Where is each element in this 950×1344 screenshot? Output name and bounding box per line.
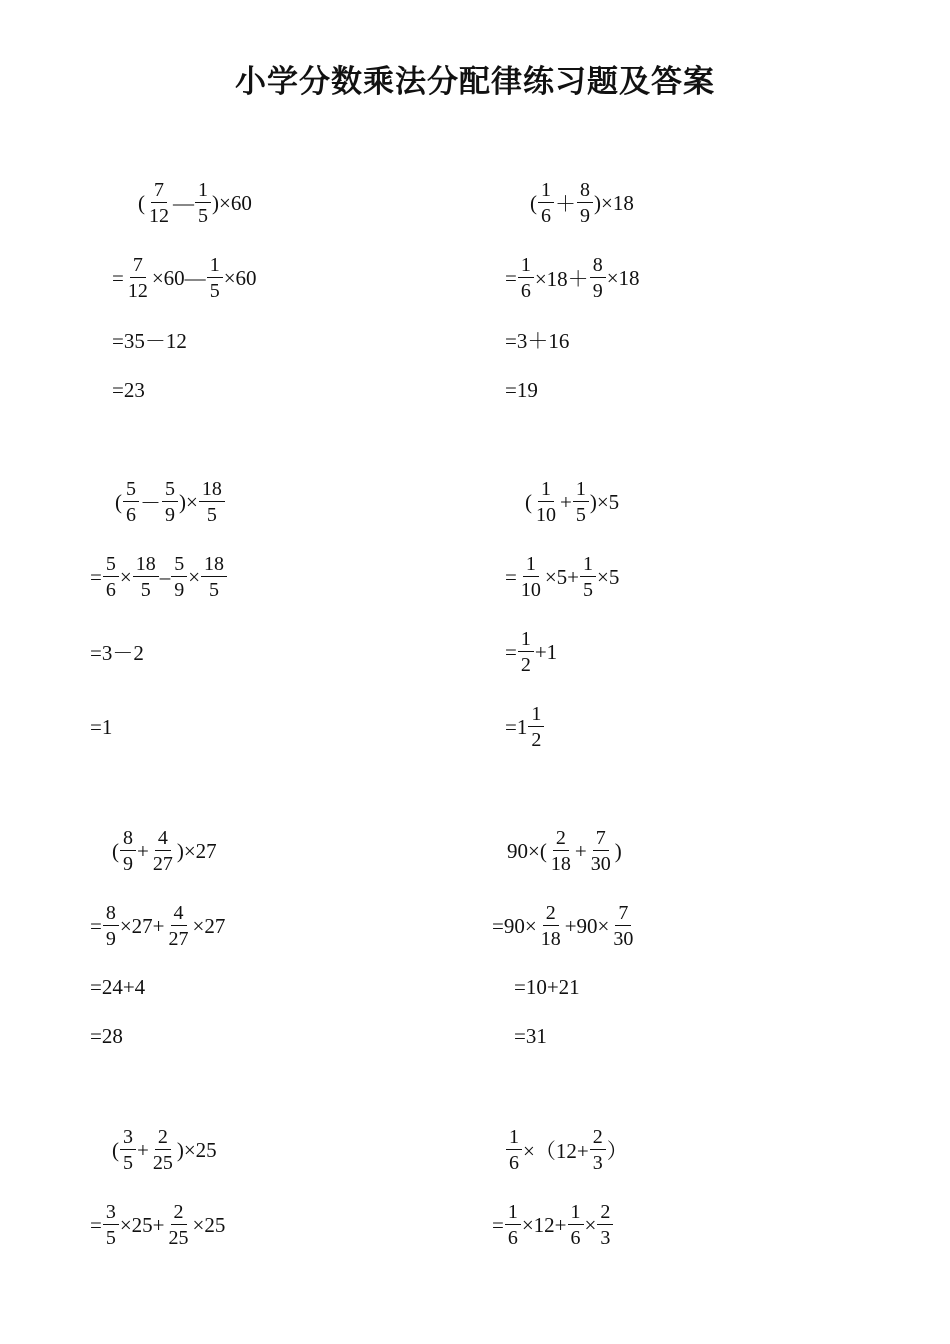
expression-text: ×: [188, 564, 201, 589]
problem-6-step-1: [507, 821, 622, 881]
fraction-denominator: 6: [507, 1227, 518, 1249]
fraction: [580, 554, 596, 600]
expression-text: ×12+: [521, 1212, 567, 1237]
expression-text: (: [112, 838, 119, 863]
problem-1-step-1: [138, 173, 252, 233]
expression-text: )×18: [594, 190, 634, 215]
expression-text: 90×(: [507, 838, 547, 863]
fraction-numerator: 8: [103, 903, 119, 926]
fraction-denominator: 9: [105, 928, 116, 950]
expression-text: ＋: [555, 192, 576, 216]
fraction-denominator: 10: [520, 579, 541, 601]
fraction: [538, 180, 554, 226]
fraction: [166, 903, 192, 949]
fraction: [201, 554, 227, 600]
fraction-numerator: 7: [593, 828, 609, 851]
fraction-numerator: 18: [199, 479, 225, 502]
expression-text: ×60: [223, 265, 257, 290]
expression-text: =31: [514, 1023, 547, 1048]
fraction: [195, 180, 211, 226]
expression-text: =28: [90, 1023, 123, 1048]
fraction-numerator: 1: [538, 180, 554, 203]
problem-7-step-1: [112, 1120, 217, 1180]
expression-text: ×: [584, 1212, 597, 1237]
fraction-numerator: 2: [171, 1202, 187, 1225]
problem-2-step-4: [505, 360, 538, 420]
expression-text: (: [112, 1137, 119, 1162]
fraction: [518, 629, 534, 675]
fraction-numerator: 1: [538, 479, 554, 502]
fraction-denominator: 9: [123, 853, 133, 875]
fraction-denominator: 5: [123, 1152, 133, 1174]
fraction-denominator: 6: [126, 504, 136, 526]
fraction: [577, 180, 593, 226]
fraction: [548, 828, 574, 874]
fraction-numerator: 1: [506, 1127, 522, 1150]
expression-text: =24+4: [90, 974, 146, 999]
fraction-numerator: 8: [120, 828, 136, 851]
fraction: [588, 828, 614, 874]
fraction-denominator: 12: [149, 205, 169, 227]
fraction: [146, 180, 172, 226]
fraction-denominator: 5: [583, 579, 594, 601]
page-title: 小学分数乘法分配律练习题及答案: [235, 64, 715, 100]
expression-text: –: [159, 564, 171, 589]
problem-3-step-2: [90, 547, 228, 607]
expression-text: +: [137, 838, 149, 863]
expression-text: )×27: [176, 838, 217, 863]
fraction-numerator: 2: [597, 1202, 613, 1225]
problem-8-step-2: [492, 1195, 614, 1255]
fraction-numerator: 5: [162, 479, 178, 502]
fraction-denominator: 5: [105, 1227, 116, 1249]
fraction-denominator: 9: [592, 280, 603, 302]
fraction-denominator: 3: [592, 1152, 603, 1174]
fraction-denominator: 6: [105, 579, 116, 601]
expression-text: =35－12: [112, 329, 187, 353]
expression-text: =3－2: [90, 641, 144, 665]
problem-2-step-2: [505, 248, 640, 308]
expression-text: (: [530, 190, 537, 215]
fraction: [538, 903, 564, 949]
expression-text: ×5: [597, 564, 620, 589]
expression-text: =: [90, 564, 102, 589]
expression-text: )×: [179, 489, 198, 514]
fraction-denominator: 25: [152, 1152, 173, 1174]
expression-text: －: [140, 491, 161, 515]
fraction-numerator: 1: [528, 704, 544, 727]
fraction-numerator: 1: [580, 554, 596, 577]
expression-text: ×5+: [544, 564, 580, 589]
fraction-denominator: 2: [520, 654, 531, 676]
problem-6-step-4: [514, 1006, 547, 1066]
fraction-numerator: 8: [577, 180, 593, 203]
expression-text: ×25: [192, 1212, 226, 1237]
expression-text: ×（12+: [523, 1139, 589, 1163]
expression-text: =: [505, 265, 517, 290]
expression-text: ×18: [606, 265, 640, 290]
fraction: [120, 1127, 136, 1173]
fraction-denominator: 5: [206, 504, 217, 526]
expression-text: +90×: [564, 913, 610, 938]
fraction-denominator: 25: [168, 1227, 189, 1249]
fraction: [103, 554, 119, 600]
fraction-numerator: 18: [201, 554, 227, 577]
fraction-denominator: 9: [580, 205, 590, 227]
fraction: [506, 1127, 522, 1173]
expression-text: +1: [534, 639, 558, 664]
expression-text: ×25+: [119, 1212, 165, 1237]
fraction-numerator: 2: [553, 828, 569, 851]
expression-text: ×: [119, 564, 132, 589]
expression-text: )×60: [212, 190, 252, 215]
fraction: [150, 1127, 176, 1173]
fraction-numerator: 1: [573, 479, 589, 502]
expression-text: =1: [90, 714, 113, 739]
problem-8-step-1: [505, 1120, 628, 1180]
fraction-denominator: 5: [198, 205, 208, 227]
fraction-numerator: 1: [518, 255, 534, 278]
fraction-denominator: 10: [536, 504, 556, 526]
fraction-numerator: 7: [615, 903, 631, 926]
problem-5-step-4: [90, 1006, 123, 1066]
expression-text: =: [505, 639, 517, 664]
fraction-numerator: 1: [207, 255, 223, 278]
expression-text: =23: [112, 377, 145, 402]
fraction: [166, 1202, 192, 1248]
fraction-numerator: 18: [133, 554, 159, 577]
fraction-numerator: 1: [195, 180, 211, 203]
expression-text: )×5: [589, 489, 620, 514]
fraction: [120, 828, 136, 874]
fraction-denominator: 30: [613, 928, 634, 950]
fraction: [125, 255, 151, 301]
expression-text: ×18＋: [534, 267, 589, 291]
fraction-denominator: 5: [209, 280, 220, 302]
fraction: [610, 903, 636, 949]
fraction-denominator: 6: [541, 205, 551, 227]
fraction-numerator: 2: [543, 903, 559, 926]
fraction: [597, 1202, 613, 1248]
expression-text: =19: [505, 377, 538, 402]
expression-text: =90×: [492, 913, 537, 938]
expression-text: )×25: [176, 1137, 217, 1162]
fraction-denominator: 30: [590, 853, 611, 875]
problem-4-step-4: [505, 697, 545, 757]
fraction-denominator: 9: [165, 504, 175, 526]
expression-text: =3＋16: [505, 329, 570, 353]
problem-7-step-2: [90, 1195, 225, 1255]
fraction: [133, 554, 159, 600]
problem-5-step-2: [90, 896, 225, 956]
expression-text: =10+21: [514, 974, 580, 999]
fraction: [518, 554, 544, 600]
fraction-numerator: 1: [523, 554, 539, 577]
fraction-numerator: 1: [505, 1202, 521, 1225]
fraction-denominator: 27: [152, 853, 173, 875]
fraction: [518, 255, 534, 301]
fraction: [528, 704, 544, 750]
fraction-denominator: 18: [540, 928, 561, 950]
expression-text: ×27: [192, 913, 226, 938]
fraction-numerator: 2: [155, 1127, 171, 1150]
problem-1-step-2: [112, 248, 257, 308]
fraction-numerator: 3: [103, 1202, 119, 1225]
fraction: [171, 554, 187, 600]
expression-text: (: [115, 489, 122, 514]
fraction-denominator: 5: [209, 579, 220, 601]
fraction-denominator: 5: [575, 504, 586, 526]
fraction-numerator: 5: [123, 479, 139, 502]
fraction-denominator: 18: [550, 853, 571, 875]
fraction-denominator: 6: [520, 280, 531, 302]
problem-5-step-1: [112, 821, 217, 881]
problem-3-step-1: [115, 472, 226, 532]
fraction-numerator: 1: [518, 629, 534, 652]
fraction-denominator: 6: [509, 1152, 519, 1174]
fraction: [573, 479, 589, 525]
expression-text: =: [505, 564, 517, 589]
fraction: [207, 255, 223, 301]
fraction: [103, 903, 119, 949]
fraction-denominator: 12: [127, 280, 148, 302]
fraction: [590, 255, 606, 301]
fraction: [123, 479, 139, 525]
expression-text: —: [173, 190, 194, 215]
problem-1-step-4: [112, 360, 145, 420]
expression-text: ×27+: [119, 913, 165, 938]
fraction: [533, 479, 559, 525]
fraction: [505, 1202, 521, 1248]
fraction: [568, 1202, 584, 1248]
expression-text: ）: [606, 1139, 628, 1163]
expression-text: (: [525, 489, 532, 514]
fraction: [199, 479, 225, 525]
expression-text: +: [560, 489, 572, 514]
fraction: [590, 1127, 606, 1173]
expression-text: =: [492, 1212, 504, 1237]
expression-text: =: [90, 1212, 102, 1237]
fraction-numerator: 5: [103, 554, 119, 577]
fraction-numerator: 2: [590, 1127, 606, 1150]
fraction-denominator: 9: [174, 579, 185, 601]
expression-text: (: [138, 190, 145, 215]
problem-2-step-1: [530, 173, 634, 233]
problem-4-step-3: [505, 622, 557, 682]
expression-text: ): [614, 838, 622, 863]
problem-3-step-3: [90, 622, 144, 682]
fraction-numerator: 3: [120, 1127, 136, 1150]
fraction: [150, 828, 176, 874]
fraction-numerator: 8: [590, 255, 606, 278]
problem-3-step-4: [90, 697, 112, 757]
expression-text: +: [137, 1137, 149, 1162]
fraction-numerator: 7: [151, 180, 167, 203]
fraction-numerator: 7: [130, 255, 146, 278]
problem-4-step-2: [505, 547, 619, 607]
fraction-numerator: 1: [568, 1202, 584, 1225]
fraction-denominator: 6: [570, 1227, 581, 1249]
fraction-numerator: 4: [155, 828, 171, 851]
fraction-denominator: 2: [531, 729, 542, 751]
fraction-numerator: 4: [171, 903, 187, 926]
problem-6-step-2: [492, 896, 637, 956]
fraction-denominator: 27: [168, 928, 189, 950]
fraction-numerator: 5: [171, 554, 187, 577]
fraction-denominator: 5: [140, 579, 151, 601]
fraction: [103, 1202, 119, 1248]
expression-text: +: [574, 838, 587, 863]
problem-4-step-1: [525, 472, 619, 532]
expression-text: =1: [505, 714, 528, 739]
expression-text: ×60—: [151, 265, 206, 290]
fraction-denominator: 3: [600, 1227, 611, 1249]
expression-text: =: [112, 265, 124, 290]
fraction: [162, 479, 178, 525]
expression-text: =: [90, 913, 102, 938]
